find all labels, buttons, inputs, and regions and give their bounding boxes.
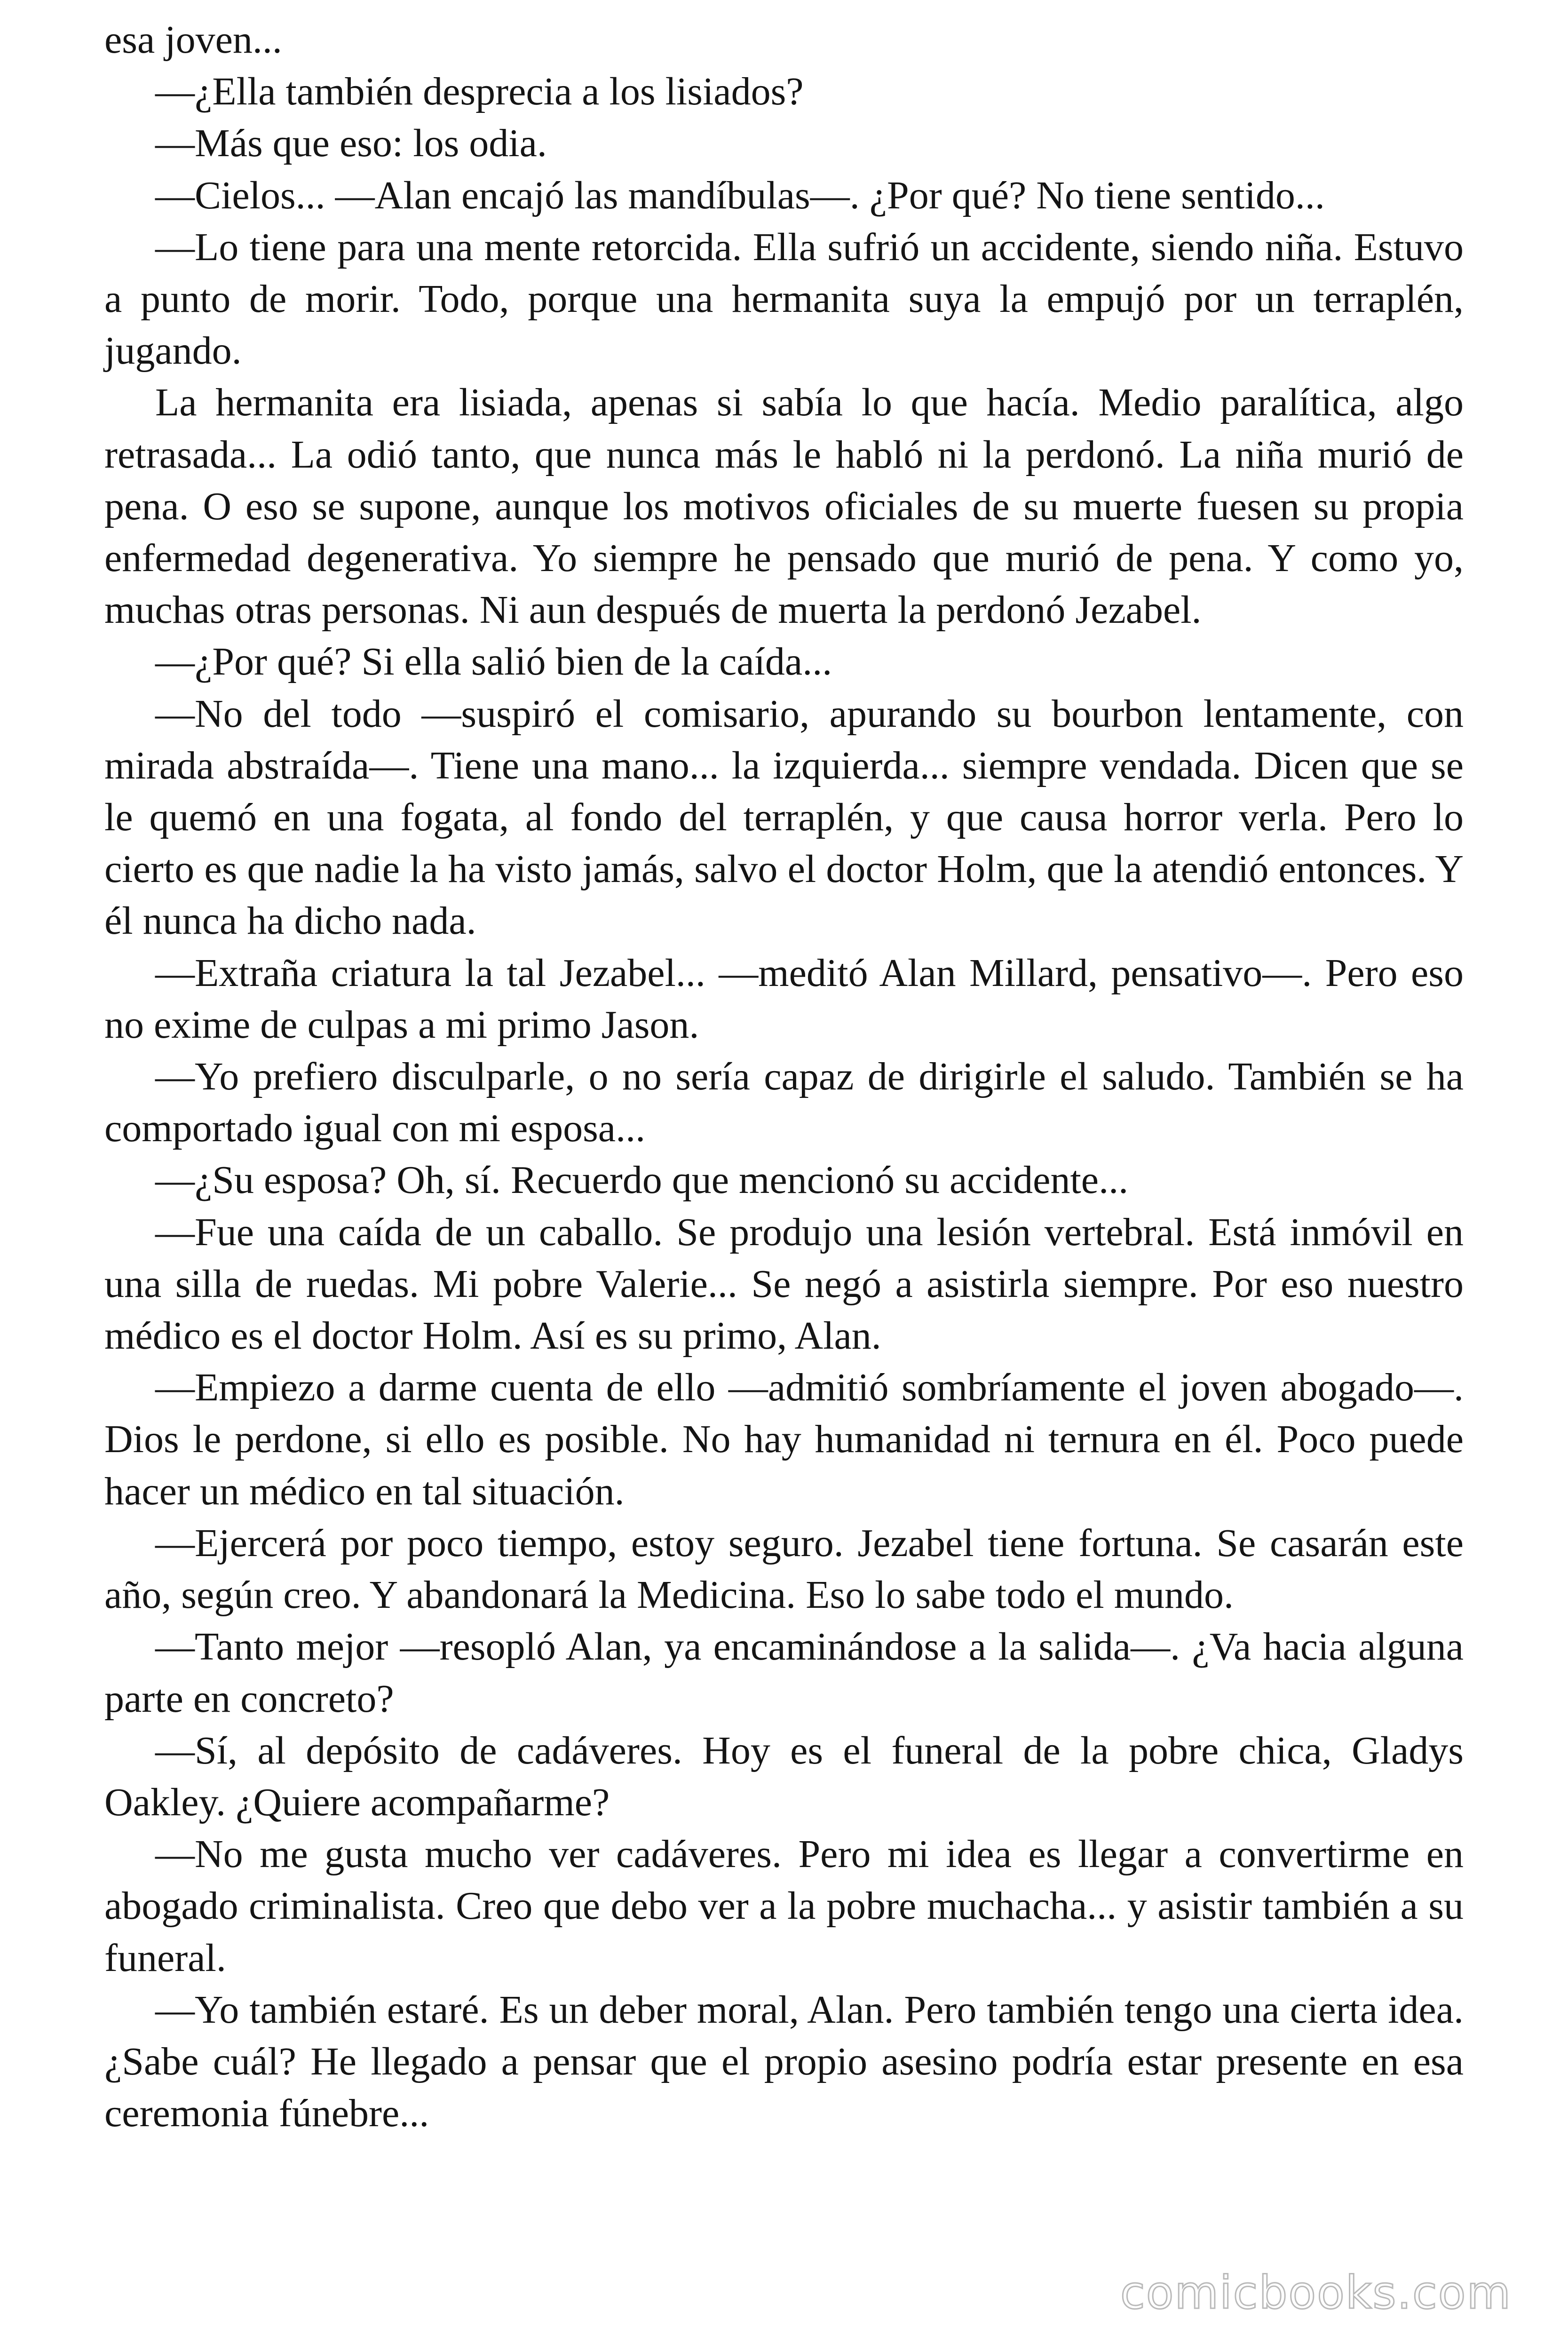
paragraph: —¿Por qué? Si ella salió bien de la caída... [155,640,832,684]
paragraph: —¿Ella también desprecia a los lisiados? [155,70,804,114]
paragraph: —Sí, al depósito de cadáveres. Hoy es el funeral de la pobre chica, Gladys Oakley. ¿Quiere acompañarme? [104,1728,1464,1824]
paragraph: —¿Su esposa? Oh, sí. Recuerdo que mencionó su accidente... [155,1158,1129,1202]
paragraph: —Yo también estaré. Es un deber moral, Alan. Pero también tengo una cierta idea. ¿Sabe cuál? He llegado a pensar que el propio asesino podría estar presente en esa ceremonia fúnebre... [104,1987,1464,2136]
paragraph: —Ejercerá por poco tiempo, estoy seguro. Jezabel tiene fortuna. Se casarán este año, según creo. Y abandonará la Medicina. Eso lo sabe todo el mundo. [104,1521,1464,1617]
watermark: comicbooks.com [1120,2266,1512,2319]
paragraph: La hermanita era lisiada, apenas si sabía lo que hacía. Medio paralítica, algo retrasada... La odió tanto, que nunca más le habló ni la perdonó. La niña murió de pena. O eso se supone, aunque los motivos oficiales de su muerte fuesen su propia enfermedad degenerativa. Yo siempre he pensado que murió de pena. Y como yo, muchas otras personas. Ni aun después de muerta la perdonó Jezabel. [104,381,1464,632]
paragraph: esa joven... [104,18,282,62]
paragraph: —Fue una caída de un caballo. Se produjo una lesión vertebral. Está inmóvil en una silla de ruedas. Mi pobre Valerie... Se negó a asistirla siempre. Por eso nuestro médico es el doctor Holm. Así es su primo, Alan. [104,1210,1464,1358]
paragraph: —Tanto mejor —resopló Alan, ya encaminándose a la salida—. ¿Va hacia alguna parte en concreto? [104,1625,1464,1721]
paragraph: —No me gusta mucho ver cadáveres. Pero mi idea es llegar a convertirme en abogado criminalista. Creo que debo ver a la pobre muchacha... y asistir también a su funeral. [104,1832,1464,1980]
paragraph: —Extraña criatura la tal Jezabel... —meditó Alan Millard, pensativo—. Pero eso no exime de culpas a mi primo Jason. [104,951,1464,1047]
paragraph: —Cielos... —Alan encajó las mandíbulas—. ¿Por qué? No tiene sentido... [155,173,1325,217]
paragraph: —Yo prefiero disculparle, o no sería capaz de dirigirle el saludo. También se ha comportado igual con mi esposa... [104,1055,1464,1151]
paragraph: —Más que eso: los odia. [155,121,547,166]
body-text [104,14,1464,2139]
paragraph: —No del todo —suspiró el comisario, apurando su bourbon lentamente, con mirada abstraída—. Tiene una mano... la izquierda... siempre vendada. Dicen que se le quemó en una fogata, al fondo del terraplén, y que causa horror verla. Pero lo cierto es que nadie la ha visto jamás, salvo el doctor Holm, que la atendió entonces. Y él nunca ha dicho nada. [104,691,1464,943]
paragraph: —Lo tiene para una mente retorcida. Ella sufrió un accidente, siendo niña. Estuvo a punto de morir. Todo, porque una hermanita suya la empujó por un terraplén, jugando. [104,225,1464,373]
paragraph: —Empiezo a darme cuenta de ello —admitió sombríamente el joven abogado—. Dios le perdone, si ello es posible. No hay humanidad ni ternura en él. Poco puede hacer un médico en tal situación. [104,1366,1464,1513]
